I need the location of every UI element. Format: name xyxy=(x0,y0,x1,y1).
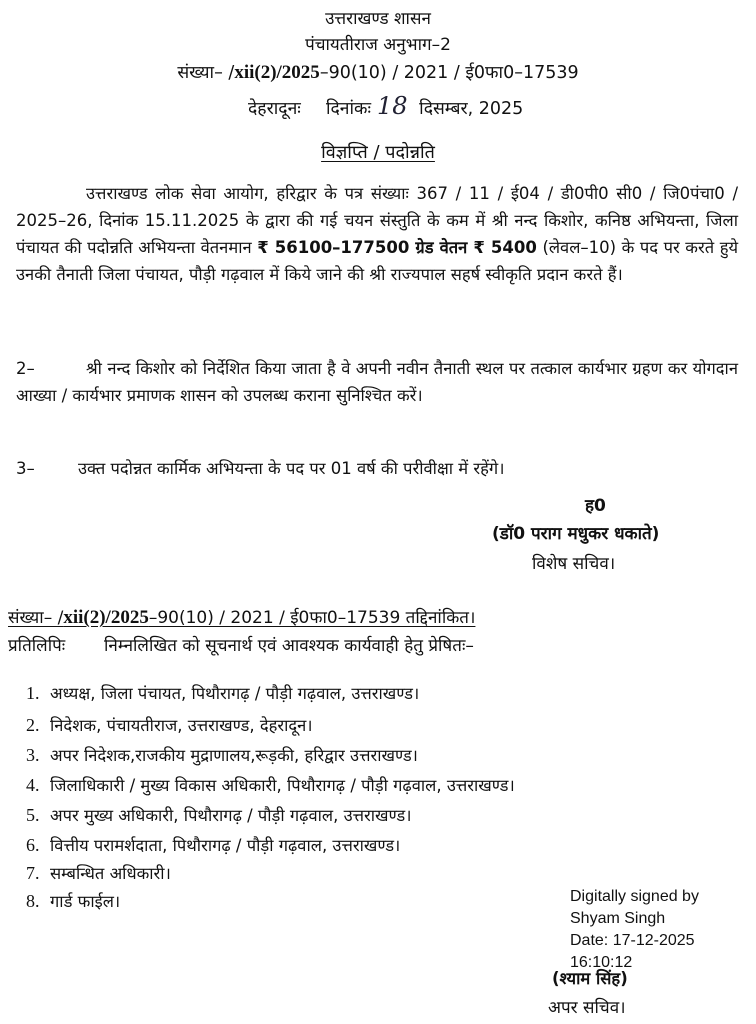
list-item-number: 8. xyxy=(26,891,40,911)
letter-number-prefix: संख्या– / xyxy=(177,63,235,83)
list-item xyxy=(26,833,400,856)
digital-signature xyxy=(570,886,699,974)
list-item-number: 7. xyxy=(26,863,40,883)
list-item-number: 5. xyxy=(26,805,40,825)
list-item-text: अपर निदेशक,राजकीय मुद्राणालय,रूड़की, हरिद्वार उत्तराखण्ड। xyxy=(50,746,418,765)
paragraph-2 xyxy=(16,355,738,409)
copy-letter-number xyxy=(8,605,475,629)
list-item-number: 4. xyxy=(26,775,40,795)
digital-signature-line-2: Shyam Singh xyxy=(570,910,666,927)
list-item-number: 1. xyxy=(26,683,40,703)
date-rest: दिसम्बर, 2025 xyxy=(419,99,524,119)
copy-intro: निम्नलिखित को सूचनार्थ एवं आवश्यक कार्यवाही हेतु प्रेषितः– xyxy=(104,636,474,656)
copy-label: प्रतिलिपिः xyxy=(8,636,66,656)
paragraph-3-number: 3– xyxy=(16,459,35,478)
copy-number-prefix: संख्या– / xyxy=(8,608,64,628)
list-item-text: अध्यक्ष, जिला पंचायत, पिथौरागढ़ / पौड़ी गढ़वाल, उत्तराखण्ड। xyxy=(50,684,420,703)
list-item-text: निदेशक, पंचायतीराज, उत्तराखण्ड, देहरादून। xyxy=(50,716,313,735)
department-section: पंचायतीराज अनुभाग–2 xyxy=(305,35,451,55)
subject-heading: विज्ञप्ति / पदोन्नति xyxy=(321,142,435,163)
paragraph-3-text: उक्त पदोन्नत कार्मिक अभियन्ता के पद पर 01 वर्ष की परीवीक्षा में रहेंगे। xyxy=(78,459,505,478)
paragraph-1-text: उत्तराखण्ड लोक सेवा आयोग, हरिद्वार के पत्र संख्याः 367 / 11 / ई04 / डी0पी0 सी0 / जि0पंचा0 / 2025–26, दिनांक 15.11.2025 के द्वारा की गई चयन संस्तुति के कम में श्री नन्द किशोर, कनिष्ठ अभियन्ता, जिला पंचायत की पदोन्नति अभियन्ता वेतनमान xyxy=(16,184,738,257)
list-item-number: 3. xyxy=(26,745,40,765)
date-day-handwritten: 18 xyxy=(377,92,408,120)
paragraph-1 xyxy=(16,180,738,288)
place: देहरादूनः xyxy=(248,99,301,119)
list-item-text: अपर मुख्य अधिकारी, पिथौरागढ़ / पौड़ी गढ़वाल, उत्तराखण्ड। xyxy=(50,806,412,825)
paragraph-2-text: श्री नन्द किशोर को निर्देशित किया जाता है वे अपनी नवीन तैनाती स्थल पर तत्काल कार्यभार ग्रहण कर योगदान आख्या / कार्यभार प्रमाणक शासन को उपलब्ध कराना सुनिश्चित करें। xyxy=(16,359,738,405)
list-item xyxy=(26,681,419,704)
digital-signature-line-1: Digitally signed by xyxy=(570,888,699,905)
date-label: दिनांकः xyxy=(325,99,372,119)
list-item xyxy=(26,713,313,736)
signatory-1-designation: विशेष सचिव। xyxy=(532,554,616,574)
signed-mark: ह0 xyxy=(585,496,606,516)
copy-number-code: xii(2)/2025 xyxy=(63,607,149,628)
list-item-number: 2. xyxy=(26,715,40,735)
copy-intro-line xyxy=(8,633,474,656)
digital-signature-line-3: Date: 17-12-2025 xyxy=(570,932,695,949)
paragraph-1-text-after: (लेवल–10) के पद पर करते हुये उनकी तैनाती जिला पंचायत, पौड़ी गढ़वाल में किये जाने की श्री राज्यपाल सहर्ष स्वीकृति प्रदान करते हैं। xyxy=(16,238,739,284)
pay-scale: ₹ 56100–177500 ग्रेड वेतन ₹ 5400 xyxy=(257,238,537,257)
signatory-2-designation: अपर सचिव। xyxy=(548,998,626,1018)
signatory-1-name: (डॉ0 पराग मधुकर धकाते) xyxy=(492,524,660,544)
list-item xyxy=(26,803,411,826)
list-item xyxy=(26,773,515,796)
list-item-text: गार्ड फाईल। xyxy=(50,892,121,911)
letter-number-code: xii(2)/2025 xyxy=(234,62,320,83)
paragraph-2-number: 2– xyxy=(16,359,35,378)
digital-signature-line-4: 16:10:12 xyxy=(570,954,633,971)
letter-number xyxy=(0,60,756,84)
list-item-number: 6. xyxy=(26,835,40,855)
list-item-text: जिलाधिकारी / मुख्य विकास अधिकारी, पिथौरागढ़ / पौड़ी गढ़वाल, उत्तराखण्ड। xyxy=(50,776,515,795)
place-date-line xyxy=(248,92,523,120)
list-item-text: सम्बन्धित अधिकारी। xyxy=(50,864,171,883)
letter-number-suffix: –90(10) / 2021 / ई0फा0–17539 xyxy=(319,63,579,83)
list-item xyxy=(26,889,120,912)
paragraph-3 xyxy=(16,455,738,482)
copy-number-suffix: –90(10) / 2021 / ई0फा0–17539 तद्दिनांकित। xyxy=(148,608,476,628)
government-name: उत्तराखण्ड शासन xyxy=(325,9,431,29)
list-item xyxy=(26,743,418,766)
signatory-2-name: (श्याम सिंह) xyxy=(552,969,628,988)
list-item xyxy=(26,861,171,884)
list-item-text: वित्तीय परामर्शदाता, पिथौरागढ़ / पौड़ी गढ़वाल, उत्तराखण्ड। xyxy=(50,836,401,855)
